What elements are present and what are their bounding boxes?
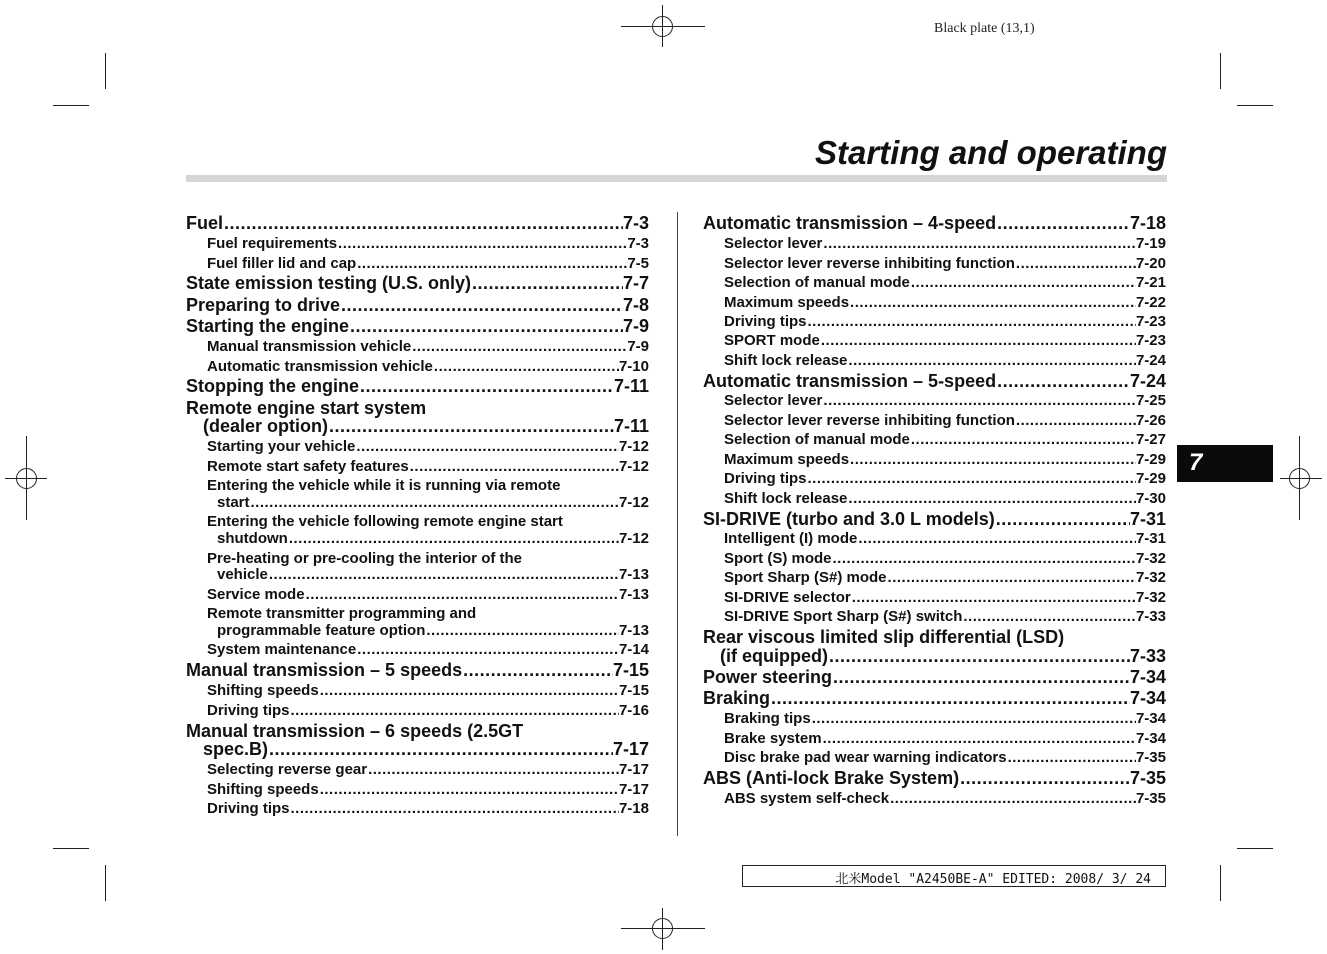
title-divider (186, 175, 1167, 182)
toc-entry[interactable]: Service mode ..... 7-13 (207, 586, 649, 603)
plate-label: Black plate (13,1) (934, 21, 1035, 36)
toc-entry[interactable]: Selecting reverse gear ..... 7-17 (207, 761, 649, 778)
toc-entry-line: Entering the vehicle following remote engine start (207, 513, 563, 530)
toc-entry[interactable]: Maximum speeds ..... 7-29 (724, 451, 1166, 468)
toc-entry[interactable]: Driving tips ..... 7-16 (207, 702, 649, 719)
toc-entry[interactable]: Sport Sharp (S#) mode ..... 7-32 (724, 569, 1166, 586)
print-info-box (742, 865, 1166, 887)
toc-entry[interactable]: Braking ..... 7-34 (703, 688, 1166, 708)
toc-entry-line: Remote transmitter programming and (207, 605, 477, 622)
toc-entry[interactable]: Stopping the engine ..... 7-11 (186, 376, 649, 396)
toc-entry[interactable]: Driving tips ..... 7-29 (724, 470, 1166, 487)
toc-entry[interactable]: Shifting speeds ..... 7-15 (207, 682, 649, 699)
toc-entry[interactable]: Selector lever ..... 7-25 (724, 392, 1166, 409)
toc-entry[interactable]: Fuel requirements ..... 7-3 (207, 235, 649, 252)
chapter-tab[interactable] (1177, 445, 1273, 482)
toc-entry[interactable]: Braking tips ..... 7-34 (724, 710, 1166, 727)
column-divider (677, 212, 678, 836)
toc-entry[interactable]: ABS (Anti-lock Brake System) ..... 7-35 (703, 768, 1166, 788)
toc-entry[interactable]: Driving tips ..... 7-18 (207, 800, 649, 817)
toc-entry[interactable]: spec.B) ..... 7-17 (203, 739, 649, 759)
toc-entry[interactable]: Shift lock release ..... 7-30 (724, 490, 1166, 507)
toc-entry[interactable]: Manual transmission vehicle ..... 7-9 (207, 338, 649, 355)
toc-entry[interactable]: System maintenance ..... 7-14 (207, 641, 649, 658)
toc-entry[interactable]: start ..... 7-12 (217, 494, 649, 511)
toc-entry[interactable]: shutdown ..... 7-12 (217, 530, 649, 547)
toc-entry[interactable]: Preparing to drive ..... 7-8 (186, 295, 649, 315)
toc-entry[interactable]: Selection of manual mode ..... 7-21 (724, 274, 1166, 291)
toc-entry[interactable]: Fuel filler lid and cap ..... 7-5 (207, 255, 649, 272)
toc-entry[interactable]: State emission testing (U.S. only) ..... 7-7 (186, 273, 649, 293)
toc-entry[interactable]: Starting your vehicle ..... 7-12 (207, 438, 649, 455)
toc-entry[interactable]: Selector lever ..... 7-19 (724, 235, 1166, 252)
toc-entry[interactable]: Manual transmission – 5 speeds ..... 7-15 (186, 660, 649, 680)
toc-entry-line: Remote engine start system (186, 398, 427, 418)
toc-entry[interactable]: Fuel ..... 7-3 (186, 213, 649, 233)
page-title: Starting and operating (814, 134, 1167, 171)
toc-entry[interactable]: Remote start safety features ..... 7-12 (207, 458, 649, 475)
toc-entry[interactable]: Selection of manual mode ..... 7-27 (724, 431, 1166, 448)
toc-entry[interactable]: Power steering ..... 7-34 (703, 667, 1166, 687)
toc-entry[interactable]: Selector lever reverse inhibiting function ..... 7-20 (724, 255, 1166, 272)
toc-entry[interactable]: programmable feature option ..... 7-13 (217, 622, 649, 639)
page-number: 7-3 (622, 213, 649, 233)
toc-entry-line: Manual transmission – 6 speeds (2.5GT (186, 721, 524, 741)
toc-entry[interactable]: Automatic transmission vehicle ..... 7-10 (207, 358, 649, 375)
toc-entry[interactable]: SI-DRIVE Sport Sharp (S#) switch ..... 7-33 (724, 608, 1166, 625)
toc-entry[interactable]: ABS system self-check ..... 7-35 (724, 790, 1166, 807)
toc-entry[interactable]: Starting the engine ..... 7-9 (186, 316, 649, 336)
toc-entry[interactable]: Shifting speeds ..... 7-17 (207, 781, 649, 798)
print-info-text: 北米Model "A2450BE-A" EDITED: 2008/ 3/ 24 (835, 872, 1151, 887)
toc-entry[interactable]: Driving tips ..... 7-23 (724, 313, 1166, 330)
toc-entry[interactable]: Shift lock release ..... 7-24 (724, 352, 1166, 369)
toc-entry[interactable]: SPORT mode ..... 7-23 (724, 332, 1166, 349)
toc-entry[interactable]: Disc brake pad wear warning indicators ..... 7-35 (724, 749, 1166, 766)
toc-entry[interactable]: Selector lever reverse inhibiting function ..... 7-26 (724, 412, 1166, 429)
toc-entry[interactable]: (if equipped) ..... 7-33 (720, 646, 1166, 666)
toc-entry[interactable]: Automatic transmission – 4-speed ..... 7-18 (703, 213, 1166, 233)
toc-entry[interactable]: SI-DRIVE (turbo and 3.0 L models) ..... 7-31 (703, 509, 1166, 529)
toc-entry-line: Pre-heating or pre-cooling the interior of the (207, 550, 523, 567)
chapter-tab-label: 7 (1189, 449, 1203, 476)
toc-entry-line: Rear viscous limited slip differential (LSD) (703, 627, 1065, 647)
toc-entry[interactable]: Maximum speeds ..... 7-22 (724, 294, 1166, 311)
toc-entry[interactable]: Brake system ..... 7-34 (724, 730, 1166, 747)
toc-entry[interactable]: Sport (S) mode ..... 7-32 (724, 550, 1166, 567)
toc-entry[interactable]: (dealer option) ..... 7-11 (203, 416, 649, 436)
toc-entry[interactable]: SI-DRIVE selector ..... 7-32 (724, 589, 1166, 606)
toc-entry[interactable]: Intelligent (I) mode ..... 7-31 (724, 530, 1166, 547)
toc-entry[interactable]: Automatic transmission – 5-speed ..... 7-24 (703, 371, 1166, 391)
toc-entry-line: Entering the vehicle while it is running via remote (207, 477, 561, 494)
toc-entry[interactable]: vehicle ..... 7-13 (217, 566, 649, 583)
